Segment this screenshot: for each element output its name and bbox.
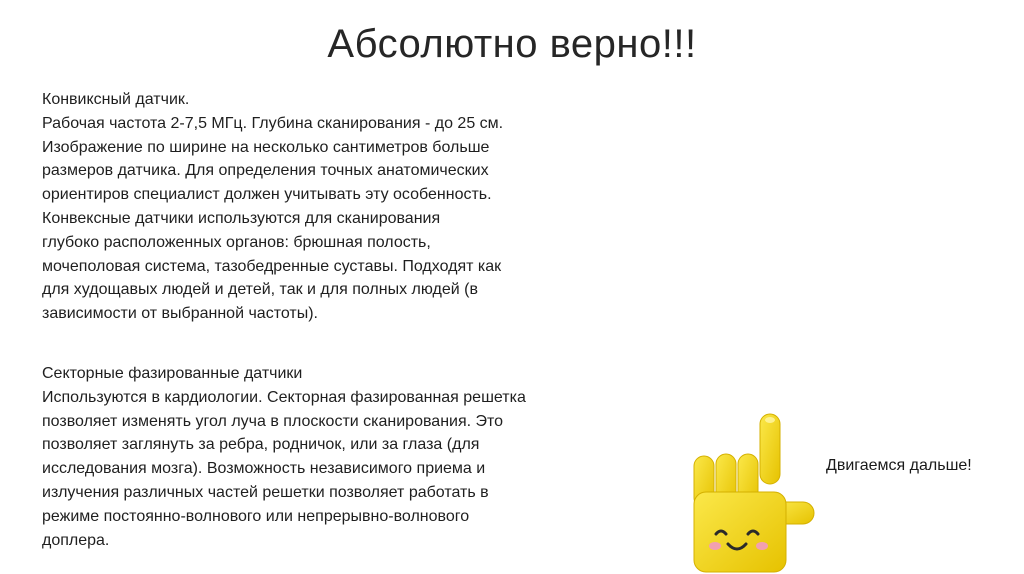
text-line: излучения различных частей решетки позволяет работать в (42, 483, 489, 501)
text-line: позволяет изменять угол луча в плоскости сканирования. Это (42, 412, 504, 430)
text-line: зависимости от выбранной частоты). (42, 305, 318, 323)
caption: Двигаемся дальше! (826, 457, 972, 474)
sector-probe-text (42, 362, 526, 552)
text-line: Изображение по ширине на несколько сантиметров больше (42, 138, 490, 156)
text-line: ориентиров специалист должен учитывать эту особенность. (42, 186, 492, 204)
text-line: Рабочая частота 2-7,5 МГц. Глубина сканирования - до 25 см. (42, 114, 504, 132)
text-line: режиме постоянно-волнового или непрерывно-волнового (42, 507, 470, 525)
text-line: Используются в кардиологии. Секторная фазированная решетка (42, 388, 526, 406)
text-line: исследования мозга). Возможность независимого приема и (42, 460, 486, 478)
text-line: глубоко расположенных органов: брюшная полость, (42, 233, 431, 251)
convex-probe-text (42, 88, 503, 326)
text-line: для худощавых людей и детей, так и для полных людей (в (42, 281, 478, 299)
text-line: Конвиксный датчик. (42, 91, 190, 108)
text-line: размеров датчика. Для определения точных анатомических (42, 162, 489, 180)
text-line: доплера. (42, 531, 110, 549)
text-line: мочеполовая система, тазобедренные суставы. Подходят как (42, 257, 502, 275)
text-line: Конвексные датчики используются для сканирования (42, 209, 441, 227)
pointing-hand-mascot-icon (688, 410, 818, 574)
text-line: Секторные фазированные датчики (42, 365, 303, 382)
text-line: позволяет заглянуть за ребра, родничок, или за глаза (для (42, 436, 480, 454)
slide-title: Абсолютно верно!!! (327, 22, 697, 66)
